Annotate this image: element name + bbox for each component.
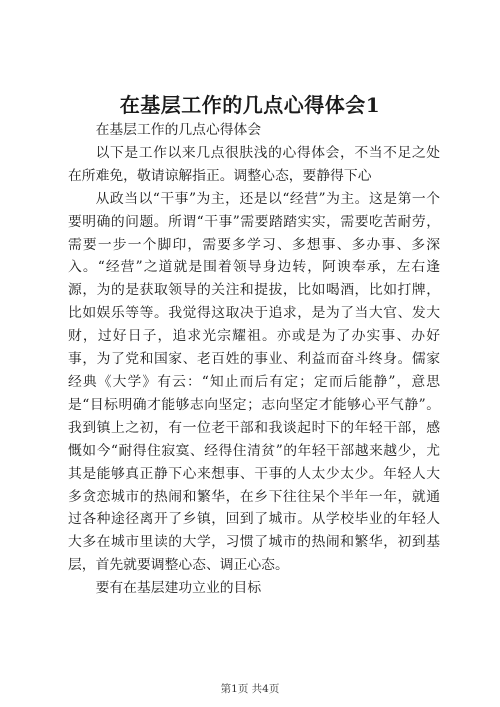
document-body [68, 119, 440, 600]
paragraph-main: 从政当以“干事”为主，还是以“经营”为主。这是第一个要明确的问题。所谓“干事”需要踏踏实实，需要吃苦耐劳，需要一步一个脚印，需要多学习、多想事、多办事、多深入。“经营”之道就是围着领导身边转，阿谀奉承，左右逢源，为的是获取领导的关注和提拔，比如喝酒，比如打牌，比如娱乐等等。我觉得这取决于追求，是为了当大官、发大财，过好日子，追求光宗耀祖。亦或是为了办实事、办好事，为了党和国家、老百姓的事业、利益而奋斗终身。儒家经典《大学》有云：“知止而后有定；定而后能静”，意思是“目标明确才能够志向坚定；志向坚定才能够心平气静”。我到镇上之初，有一位老干部和我谈起时下的年轻干部，感慨如今“耐得住寂寞、经得住清贫”的年轻干部越来越少，尤其是能够真正静下心来想事、干事的人太少太少。年轻人大多贪恋城市的热闹和繁华，在乡下往往呆个半年一年，就通过各种途径离开了乡镇，回到了城市。从学校毕业的年轻人大多在城市里读的大学，习惯了城市的热闹和繁华，初到基层，首先就要调整心态、调正心态。 [68, 190, 440, 574]
page-number-footer: 第1页 共4页 [220, 683, 280, 695]
paragraph-heading: 要有在基层建功立业的目标 [95, 580, 262, 597]
paragraph-intro: 以下是工作以来几点很肤浅的心得体会，不当不足之处在所难免，敬请谅解指正。调整心态，要静得下心 [68, 144, 440, 184]
document-title: 在基层工作的几点心得体会1 [119, 93, 381, 117]
paragraph-subtitle: 在基层工作的几点心得体会 [95, 122, 262, 138]
